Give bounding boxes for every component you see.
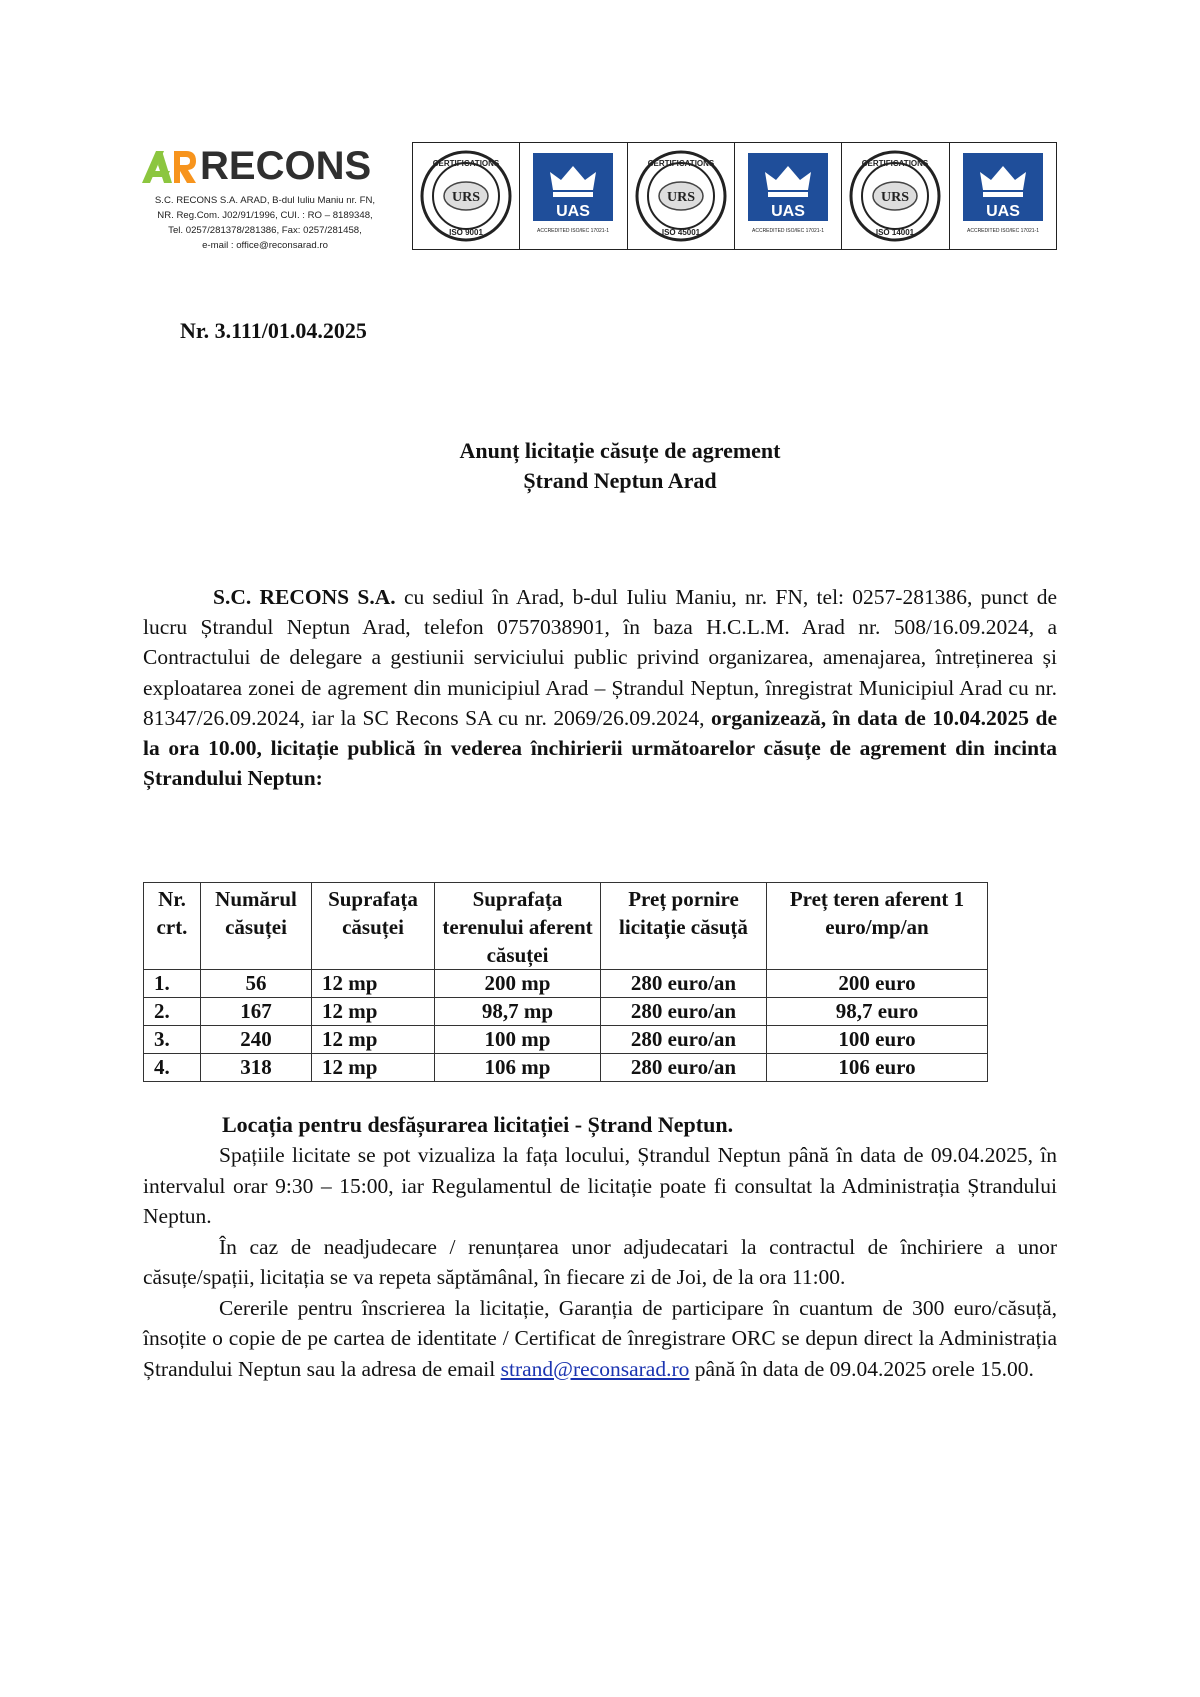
uas-accreditation-icon bbox=[745, 150, 831, 242]
column-header: Suprafața terenului aferent căsuței bbox=[435, 883, 601, 970]
logo bbox=[140, 145, 395, 187]
urs-certification-seal-icon bbox=[848, 149, 942, 243]
table-row bbox=[144, 970, 988, 998]
column-header: Preț teren aferent 1 euro/mp/an bbox=[767, 883, 988, 970]
document-title bbox=[0, 436, 1200, 496]
uas-label: UAS bbox=[985, 203, 1020, 220]
table-cell: 12 mp bbox=[312, 1026, 435, 1054]
column-header: Numărul căsuței bbox=[201, 883, 312, 970]
column-header: Suprafața căsuței bbox=[312, 883, 435, 970]
company-info-line: e-mail : office@reconsarad.ro bbox=[202, 240, 328, 251]
table-header-row bbox=[144, 883, 988, 970]
table-cell: 12 mp bbox=[312, 970, 435, 998]
uas-accreditation-icon bbox=[960, 150, 1046, 242]
cert-cell bbox=[628, 143, 735, 249]
uas-label: UAS bbox=[556, 203, 591, 220]
table-row bbox=[144, 998, 988, 1026]
uas-note: ACCREDITED ISO/IEC 17021-1 bbox=[752, 228, 825, 234]
table-row bbox=[144, 1054, 988, 1082]
intro-text: cu sediul în Arad, b-dul Iuliu Maniu, nr. FN, tel: 0257-281386, punct de lucru Ștrandul Neptun Arad, telefon 0757038901, în baza H.C.L.M. Arad nr. 508/16.09.2024, a Contractului de delegare a gestiunii serviciului public privind organizarea, amenajarea, întreținerea și exploatarea zonei de agrement din municipiul Arad – Ștrandul Neptun, înregistrat Municipiul Arad cu nr. 81347/26.09.2024, iar la SC Recons SA cu nr. 2069/26.09.2024, bbox=[143, 585, 1057, 730]
uas-note: ACCREDITED ISO/IEC 17021-1 bbox=[966, 228, 1039, 234]
certification-strip bbox=[412, 142, 1057, 250]
table-cell: 280 euro/an bbox=[601, 1054, 767, 1082]
auction-table bbox=[143, 882, 988, 1082]
urs-seal-bottom: ISO 9001 bbox=[449, 228, 484, 237]
table-cell: 280 euro/an bbox=[601, 970, 767, 998]
table-cell: 12 mp bbox=[312, 998, 435, 1026]
registration-deadline: până în data de 09.04.2025 orele 15.00. bbox=[689, 1356, 1034, 1381]
ar-logo-icon bbox=[140, 147, 198, 185]
urs-seal-bottom: ISO 45001 bbox=[661, 228, 700, 237]
table-cell: 56 bbox=[201, 970, 312, 998]
table-cell: 280 euro/an bbox=[601, 998, 767, 1026]
repeat-paragraph: În caz de neadjudecare / renunțarea unor adjudecatari la contractul de închiriere a unor căsuțe/spații, licitația se va repeta săptămânal, în fiecare zi de Joi, de la ora 11:00. bbox=[143, 1234, 1057, 1289]
company-info bbox=[140, 193, 390, 253]
document-number: Nr. 3.111/01.04.2025 bbox=[180, 318, 367, 343]
urs-seal-top: CERTIFICATIONS bbox=[432, 159, 500, 168]
table-cell: 98,7 euro bbox=[767, 998, 988, 1026]
table-cell: 2. bbox=[144, 998, 201, 1026]
uas-label: UAS bbox=[771, 203, 806, 220]
urs-seal-bottom: ISO 14001 bbox=[876, 228, 915, 237]
table-cell: 280 euro/an bbox=[601, 1026, 767, 1054]
table-cell: 4. bbox=[144, 1054, 201, 1082]
urs-seal-center: URS bbox=[666, 190, 695, 205]
registration-paragraph bbox=[143, 1293, 1057, 1385]
company-info-line: Tel. 0257/281378/281386, Fax: 0257/281458, bbox=[168, 225, 362, 236]
uas-note: ACCREDITED ISO/IEC 17021-1 bbox=[537, 228, 610, 234]
company-logo-block bbox=[140, 145, 395, 253]
table-cell: 200 mp bbox=[435, 970, 601, 998]
registration-text: Cererile pentru înscrierea la licitație, Garanția de participare în cuantum de 300 euro/căsuță, însoțite o copie de pe cartea de identitate / Certificat de înregistrare ORC se depun direct la Administrația Ștrandului Neptun sau la adresa de email bbox=[143, 1295, 1057, 1381]
location-heading: Locația pentru desfășurarea licitației - Ștrand Neptun. bbox=[222, 1112, 734, 1137]
table-cell: 318 bbox=[201, 1054, 312, 1082]
table-cell: 1. bbox=[144, 970, 201, 998]
table-cell: 106 euro bbox=[767, 1054, 988, 1082]
uas-accreditation-icon bbox=[530, 150, 616, 242]
urs-seal-top: CERTIFICATIONS bbox=[862, 159, 929, 168]
table-cell: 98,7 mp bbox=[435, 998, 601, 1026]
details-section bbox=[143, 1140, 1057, 1384]
table-row bbox=[144, 1026, 988, 1054]
cert-cell bbox=[950, 143, 1056, 249]
cert-cell bbox=[842, 143, 949, 249]
column-header: Preț pornire licitație căsuță bbox=[601, 883, 767, 970]
table-cell: 100 mp bbox=[435, 1026, 601, 1054]
viewing-paragraph: Spațiile licitate se pot vizualiza la fața locului, Ștrandul Neptun până în data de 09.04.2025, în intervalul orar 9:30 – 15:00, iar Regulamentul de licitație poate fi consultat la Administrația Ștrandului Neptun. bbox=[143, 1143, 1057, 1228]
column-header: Nr. crt. bbox=[144, 883, 201, 970]
cert-cell bbox=[735, 143, 842, 249]
urs-seal-top: CERTIFICATIONS bbox=[647, 159, 715, 168]
title-line: Anunț licitație căsuțe de agrement bbox=[459, 438, 781, 463]
intro-paragraph bbox=[143, 582, 1057, 793]
urs-seal-center: URS bbox=[452, 190, 481, 205]
table-cell: 106 mp bbox=[435, 1054, 601, 1082]
table-cell: 100 euro bbox=[767, 1026, 988, 1054]
table-cell: 12 mp bbox=[312, 1054, 435, 1082]
logo-text: RECONS bbox=[200, 144, 372, 188]
urs-seal-center: URS bbox=[881, 190, 910, 205]
email-link[interactable]: strand@reconsarad.ro bbox=[500, 1356, 690, 1381]
company-name: S.C. RECONS S.A. bbox=[213, 585, 396, 609]
urs-certification-seal-icon bbox=[634, 149, 728, 243]
table-cell: 200 euro bbox=[767, 970, 988, 998]
cert-cell bbox=[520, 143, 627, 249]
table-cell: 240 bbox=[201, 1026, 312, 1054]
title-line: Ștrand Neptun Arad bbox=[523, 468, 717, 493]
company-info-line: NR. Reg.Com. J02/91/1996, CUI. : RO – 8189348, bbox=[157, 210, 373, 221]
cert-cell bbox=[413, 143, 520, 249]
company-info-line: S.C. RECONS S.A. ARAD, B-dul Iuliu Maniu nr. FN, bbox=[154, 195, 376, 206]
table-cell: 167 bbox=[201, 998, 312, 1026]
intro-announcement: organizează, în data de 10.04.2025 de la ora 10.00, licitație publică în vederea închirierii următoarelor căsuțe de agrement din incinta Ștrandului Neptun: bbox=[143, 705, 1057, 791]
table-cell: 3. bbox=[144, 1026, 201, 1054]
urs-certification-seal-icon bbox=[419, 149, 513, 243]
